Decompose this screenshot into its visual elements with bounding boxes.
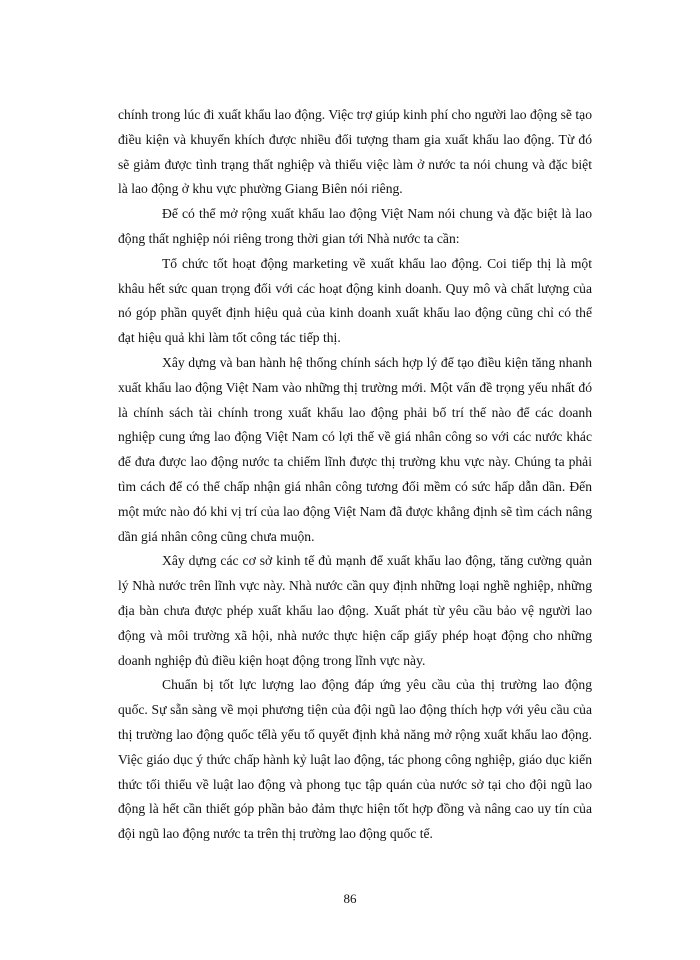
paragraph-policy: Xây dựng và ban hành hệ thống chính sách hợp lý để tạo điều kiện tăng nhanh xuất khẩu lao động Việt Nam vào những thị trường mới. Một vấn đề trọng yếu nhất đó là chính sách tài chính trong xuất khẩu lao động phải bố trí thế nào để các doanh nghiệp cung ứng lao động Việt Nam có lợi thế về giá nhân công so với các nước khác để đưa được lao động nước ta chiếm lĩnh được thị trường khu vực này. Chúng ta phải tìm cách để có thể chấp nhận giá nhân công tương đối mềm có sức hấp dẫn dần. Đến một mức nào đó khi vị trí của lao động Việt Nam đã được khẳng định sẽ tìm cách nâng dần giá nhân công cũng chưa muộn.: [118, 354, 592, 544]
paragraph-continuation: chính trong lúc đi xuất khẩu lao động. Việc trợ giúp kinh phí cho người lao động sẽ tạo điều kiện và khuyến khích được nhiều đối tượng tham gia xuất khẩu lao động. Từ đó sẽ giảm được tình trạng thất nghiệp và thiếu việc làm ở nước ta nói chung và đặc biệt là lao động ở khu vực phường Giang Biên nói riêng.: [118, 107, 592, 197]
body-text: [118, 103, 592, 847]
paragraph-marketing: Tổ chức tốt hoạt động marketing về xuất khẩu lao động. Coi tiếp thị là một khâu hết sức quan trọng đối với các hoạt động kinh doanh. Quy mô và chất lượng của nó góp phần quyết định hiệu quả của kinh doanh xuất khẩu lao động cũng chỉ có thể đạt hiệu quả khi làm tốt công tác tiếp thị.: [118, 255, 592, 346]
paragraph-workforce: Chuẩn bị tốt lực lượng lao động đáp ứng yêu cầu của thị trường lao động quốc. Sự sẵn sàng về mọi phương tiện của đội ngũ lao động thích hợp với yêu cầu của thị trường lao động quốc tếlà yếu tố quyết định khả năng mở rộng xuất khẩu lao động. Việc giáo dục ý thức chấp hành kỷ luật lao động, tác phong công nghiệp, giáo dục kiến thức tối thiểu về luật lao động và phong tục tập quán của nước sở tại cho đội ngũ lao động là hết cần thiết góp phần bảo đảm thực hiện tốt hợp đồng và nâng cao uy tín của đội ngũ lao động nước ta trên thị trường lao động quốc tế.: [118, 677, 592, 842]
paragraph-intro: Để có thể mở rộng xuất khẩu lao động Việt Nam nói chung và đặc biệt là lao động thất nghiệp nói riêng trong thời gian tới Nhà nước ta cần:: [118, 206, 592, 246]
paragraph-management: Xây dựng các cơ sở kinh tế đủ mạnh để xuất khẩu lao động, tăng cường quản lý Nhà nước trên lĩnh vực này. Nhà nước cần quy định những loại nghề nghiệp, những địa bàn chưa được phép xuất khẩu lao động. Xuất phát từ yêu cầu bảo vệ người lao động và môi trường xã hội, nhà nước thực hiện cấp giấy phép hoạt động cho những doanh nghiệp đủ điều kiện hoạt động trong lĩnh vực này.: [118, 553, 592, 668]
page-number: 86: [343, 891, 357, 906]
